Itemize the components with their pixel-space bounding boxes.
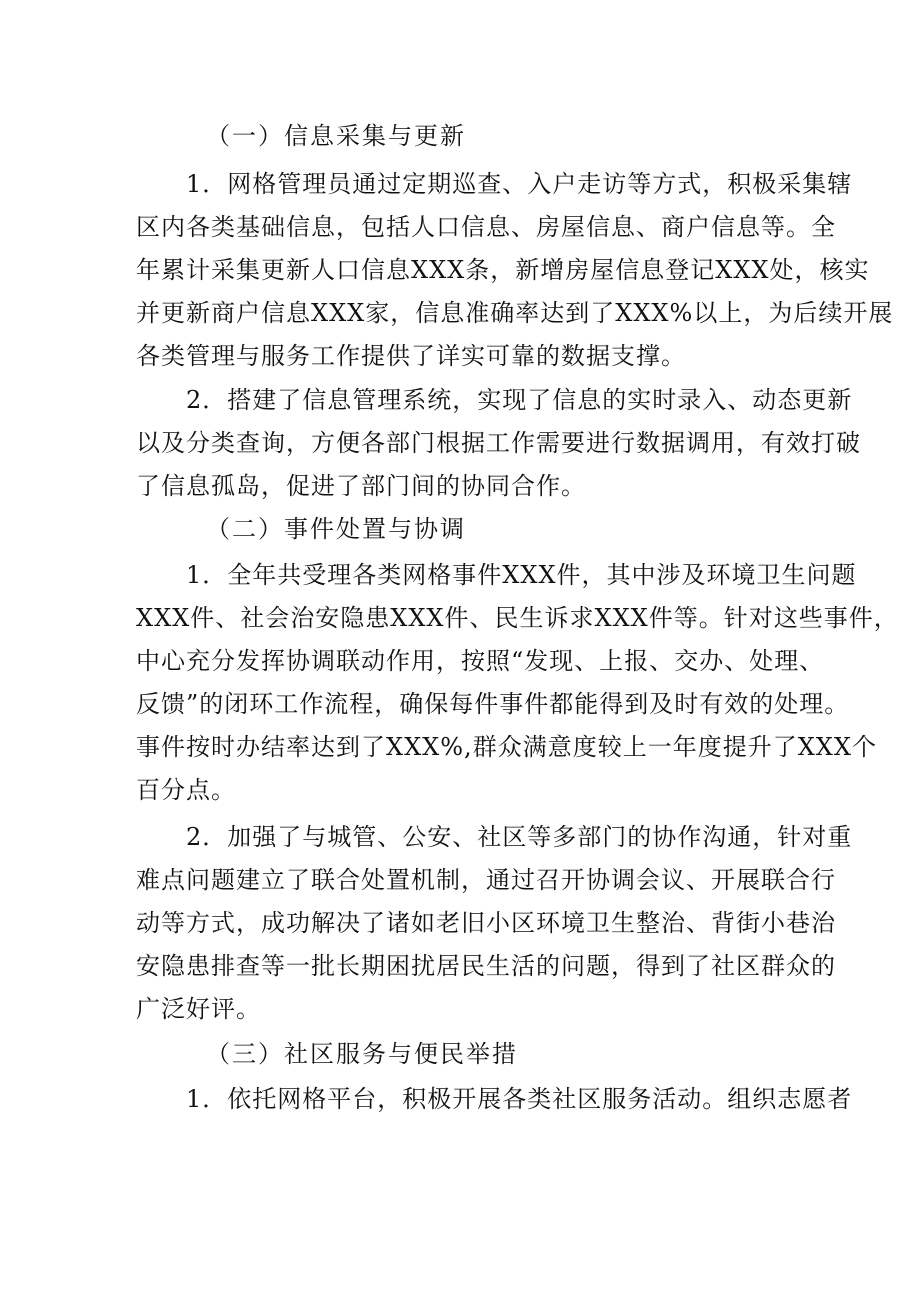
- paragraph-line: XXX件、社会治安隐患XXX件、民生诉求XXX件等。针对这些事件，: [136, 604, 899, 632]
- paragraph-line: 广泛好评。: [136, 995, 261, 1023]
- paragraph-line: 中心充分发挥协调联动作用，按照“发现、上报、交办、处理、: [136, 647, 825, 675]
- section-heading-2: （二）事件处置与协调: [206, 515, 466, 543]
- paragraph-line: 各类管理与服务工作提供了详实可靠的数据支撑。: [136, 342, 686, 370]
- paragraph-line: 并更新商户信息XXX家，信息准确率达到了XXX%以上，为后续开展: [136, 299, 894, 327]
- paragraph-line: 动等方式，成功解决了诸如老旧小区环境卫生整治、背街小巷治: [136, 909, 836, 937]
- paragraph-line: 事件按时办结率达到了XXX%,群众满意度较上一年度提升了XXX个: [136, 733, 877, 761]
- paragraph-line: 1．依托网格平台，积极开展各类社区服务活动。组织志愿者: [186, 1085, 853, 1113]
- paragraph-line: 了信息孤岛，促进了部门间的协同合作。: [136, 472, 586, 500]
- paragraph-line: 2．加强了与城管、公安、社区等多部门的协作沟通，针对重: [186, 823, 853, 851]
- section-heading-1: （一）信息采集与更新: [206, 122, 466, 150]
- paragraph-line: 2．搭建了信息管理系统，实现了信息的实时录入、动态更新: [186, 386, 853, 414]
- paragraph-line: 1．全年共受理各类网格事件XXX件，其中涉及环境卫生问题: [186, 561, 857, 589]
- paragraph-line: 区内各类基础信息，包括人口信息、房屋信息、商户信息等。全: [136, 213, 836, 241]
- paragraph-line: 百分点。: [136, 776, 236, 804]
- section-heading-3: （三）社区服务与便民举措: [206, 1040, 518, 1068]
- paragraph-line: 以及分类查询，方便各部门根据工作需要进行数据调用，有效打破: [136, 429, 861, 457]
- paragraph-line: 年累计采集更新人口信息XXX条，新增房屋信息登记XXX处，核实: [136, 256, 870, 284]
- paragraph-line: 安隐患排查等一批长期困扰居民生活的问题，得到了社区群众的: [136, 952, 836, 980]
- paragraph-line: 1．网格管理员通过定期巡查、入户走访等方式，积极采集辖: [186, 170, 853, 198]
- paragraph-line: 难点问题建立了联合处置机制，通过召开协调会议、开展联合行: [136, 866, 836, 894]
- paragraph-line: 反馈”的闭环工作流程，确保每件事件都能得到及时有效的处理。: [136, 690, 850, 718]
